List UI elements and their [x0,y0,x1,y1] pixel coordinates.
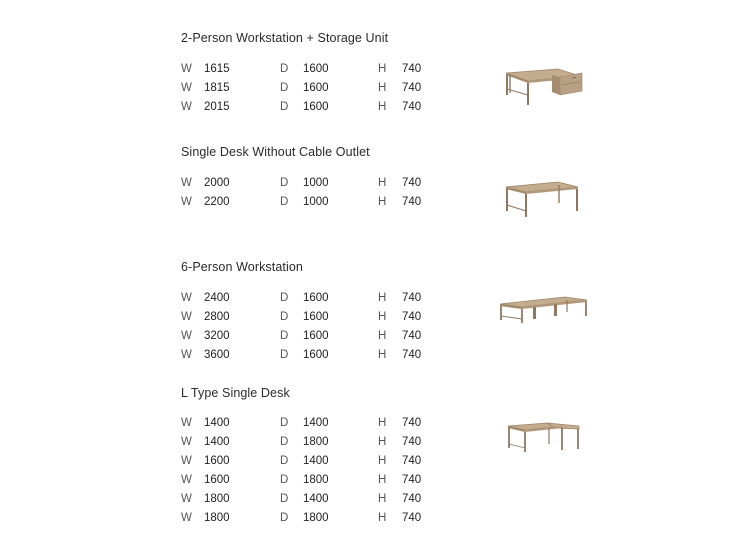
width-label: W [181,292,192,304]
width-label: W [181,512,192,524]
height-label: H [378,417,387,429]
spec-row [0,292,740,306]
spec-row [0,417,740,431]
width-label: W [181,349,192,361]
width-value: 1600 [204,474,230,486]
desk-with-storage-unit-image [500,65,590,109]
depth-value: 1400 [303,417,329,429]
depth-value: 1000 [303,196,329,208]
depth-value: 1600 [303,349,329,361]
height-label: H [378,196,387,208]
height-value: 740 [402,474,422,486]
height-value: 740 [402,177,422,189]
height-value: 740 [402,63,422,75]
width-label: W [181,196,192,208]
depth-value: 1800 [303,436,329,448]
width-value: 1815 [204,82,230,94]
depth-label: D [280,63,289,75]
width-value: 2200 [204,196,230,208]
depth-value: 1600 [303,82,329,94]
width-label: W [181,177,192,189]
depth-value: 1400 [303,455,329,467]
single-desk-image [502,179,584,221]
spec-row [0,455,740,469]
spec-row [0,349,740,363]
height-value: 740 [402,330,422,342]
width-label: W [181,417,192,429]
height-label: H [378,311,387,323]
width-label: W [181,101,192,113]
depth-label: D [280,196,289,208]
height-label: H [378,455,387,467]
width-value: 1400 [204,417,230,429]
spec-row [0,196,740,210]
width-value: 2800 [204,311,230,323]
section-title: 2-Person Workstation + Storage Unit [181,31,389,45]
width-label: W [181,330,192,342]
spec-row [0,177,740,191]
spec-row [0,82,740,96]
spec-row [0,512,740,526]
height-value: 740 [402,417,422,429]
height-label: H [378,436,387,448]
width-value: 3200 [204,330,230,342]
depth-label: D [280,101,289,113]
l-type-desk-image [505,420,583,458]
spec-row [0,311,740,325]
height-label: H [378,493,387,505]
height-value: 740 [402,512,422,524]
height-value: 740 [402,436,422,448]
width-label: W [181,455,192,467]
height-value: 740 [402,311,422,323]
depth-value: 1600 [303,101,329,113]
depth-label: D [280,512,289,524]
height-label: H [378,349,387,361]
depth-label: D [280,292,289,304]
spec-row [0,436,740,450]
depth-value: 1800 [303,474,329,486]
width-label: W [181,436,192,448]
height-label: H [378,177,387,189]
width-value: 2015 [204,101,230,113]
depth-value: 1000 [303,177,329,189]
depth-value: 1600 [303,311,329,323]
width-label: W [181,311,192,323]
width-value: 1600 [204,455,230,467]
height-value: 740 [402,196,422,208]
depth-value: 1400 [303,493,329,505]
height-label: H [378,101,387,113]
depth-label: D [280,330,289,342]
section-title: L Type Single Desk [181,386,290,400]
section-title: Single Desk Without Cable Outlet [181,145,370,159]
width-label: W [181,82,192,94]
section-title: 6-Person Workstation [181,260,303,274]
depth-label: D [280,82,289,94]
height-label: H [378,292,387,304]
width-label: W [181,63,192,75]
width-label: W [181,474,192,486]
depth-label: D [280,474,289,486]
height-label: H [378,63,387,75]
width-label: W [181,493,192,505]
height-value: 740 [402,493,422,505]
width-value: 2400 [204,292,230,304]
depth-label: D [280,177,289,189]
width-value: 1800 [204,512,230,524]
depth-label: D [280,311,289,323]
depth-label: D [280,493,289,505]
spec-row [0,493,740,507]
depth-label: D [280,455,289,467]
height-value: 740 [402,455,422,467]
height-label: H [378,330,387,342]
six-person-workstation-image [497,294,591,326]
depth-value: 1600 [303,330,329,342]
depth-label: D [280,417,289,429]
spec-row [0,101,740,115]
depth-value: 1800 [303,512,329,524]
spec-row [0,330,740,344]
height-value: 740 [402,82,422,94]
height-label: H [378,512,387,524]
height-label: H [378,474,387,486]
height-value: 740 [402,349,422,361]
spec-row [0,474,740,488]
width-value: 1400 [204,436,230,448]
height-value: 740 [402,292,422,304]
width-value: 3600 [204,349,230,361]
depth-label: D [280,436,289,448]
depth-label: D [280,349,289,361]
spec-row [0,63,740,77]
height-label: H [378,82,387,94]
width-value: 2000 [204,177,230,189]
depth-value: 1600 [303,292,329,304]
depth-value: 1600 [303,63,329,75]
height-value: 740 [402,101,422,113]
width-value: 1800 [204,493,230,505]
width-value: 1615 [204,63,230,75]
